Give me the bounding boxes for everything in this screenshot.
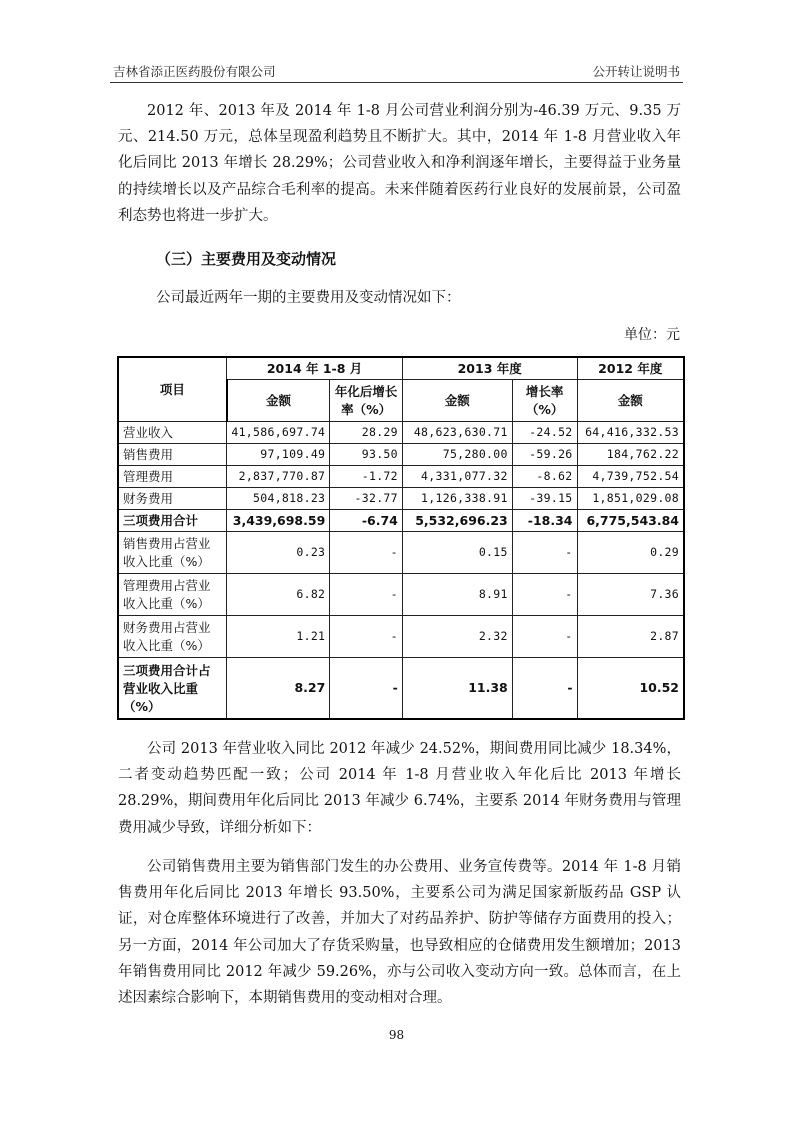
header-amount-2014: 金额 (227, 379, 330, 421)
table-cell: - (330, 531, 403, 573)
header-amount-2012: 金额 (577, 379, 684, 421)
row-label: 三项费用合计占营业收入比重（%） (118, 657, 227, 719)
row-label: 管理费用 (118, 465, 227, 487)
paragraph-expense-summary: 公司 2013 年营业收入同比 2012 年减少 24.52%，期间费用同比减少 18.34%，二者变动趋势匹配一致；公司 2014 年 1-8 月营业收入年化后比 2013 年增长 28.29%，期间费用年化后同比 2013 年减少 6.74%，主要系 2014 年财务费用与管理费用减少导致，详细分析如下： (118, 741, 681, 836)
table-cell: 2.87 (577, 615, 684, 657)
table-cell: 7.36 (577, 573, 684, 615)
table-row (118, 531, 684, 573)
row-label: 营业收入 (118, 421, 227, 443)
table-cell: 41,586,697.74 (227, 421, 330, 443)
table-cell: 0.29 (577, 531, 684, 573)
table-row (118, 443, 684, 465)
table-cell: 1,851,029.08 (577, 487, 684, 509)
table-cell: 8.27 (227, 657, 330, 719)
section-title: （三）主要费用及变动情况 (156, 250, 337, 268)
table-cell: 4,331,077.32 (402, 465, 512, 487)
table-cell: 6,775,543.84 (577, 509, 684, 531)
table-cell: 0.15 (402, 531, 512, 573)
table-cell: 64,416,332.53 (577, 421, 684, 443)
table-cell: 504,818.23 (227, 487, 330, 509)
header-divider (110, 82, 683, 83)
table-cell: 6.82 (227, 573, 330, 615)
header-period-2013: 2013 年度 (402, 357, 577, 379)
table-cell: - (512, 615, 577, 657)
paragraph-operating-profit: 2012 年、2013 年及 2014 年 1-8 月公司营业利润分别为-46.39 万元、9.35 万元、214.50 万元，总体呈现盈利趋势且不断扩大。其中，2014 年 1-8 月营业收入年化后同比 2013 年增长 28.29%；公司营业收入和净利润逐年增长，主要得益于业务量的持续增长以及产品综合毛利率的提高。未来伴随着医药行业良好的发展前景，公司盈利态势也将进一步扩大。 (118, 103, 681, 224)
row-label: 财务费用 (118, 487, 227, 509)
table-row (118, 615, 684, 657)
table-cell: -1.72 (330, 465, 403, 487)
unit-label: 单位：元 (624, 327, 680, 343)
table-cell: -24.52 (512, 421, 577, 443)
table-cell: 4,739,752.54 (577, 465, 684, 487)
table-row (118, 421, 684, 443)
table-intro: 公司最近两年一期的主要费用及变动情况如下： (156, 290, 461, 306)
table-cell: -59.26 (512, 443, 577, 465)
row-label: 销售费用占营业收入比重（%） (118, 531, 227, 573)
table-cell: 75,280.00 (402, 443, 512, 465)
table-row (118, 657, 684, 719)
table-cell: 97,109.49 (227, 443, 330, 465)
header-growth: 增长率（%） (512, 379, 577, 421)
table-cell: 2.32 (402, 615, 512, 657)
table-cell: -8.62 (512, 465, 577, 487)
table-cell: 3,439,698.59 (227, 509, 330, 531)
header-period-2012: 2012 年度 (577, 357, 684, 379)
table-cell: - (330, 657, 403, 719)
row-label: 三项费用合计 (118, 509, 227, 531)
table-cell: 1.21 (227, 615, 330, 657)
table-cell: - (330, 573, 403, 615)
header-company: 吉林省添正医药股份有限公司 (113, 64, 276, 79)
header-doc-type: 公开转让说明书 (592, 64, 680, 79)
table-cell: 10.52 (577, 657, 684, 719)
table-cell: - (512, 573, 577, 615)
table-cell: 11.38 (402, 657, 512, 719)
table-cell: 184,762.22 (577, 443, 684, 465)
table-cell: -18.34 (512, 509, 577, 531)
table-cell: 1,126,338.91 (402, 487, 512, 509)
table-row (118, 487, 684, 509)
row-label: 销售费用 (118, 443, 227, 465)
header-amount-2013: 金额 (402, 379, 512, 421)
table-row (118, 465, 684, 487)
paragraph-sales-expense: 公司销售费用主要为销售部门发生的办公费用、业务宣传费等。2014 年 1-8 月销售费用年化后同比 2013 年增长 93.50%，主要系公司为满足国家新版药品 GSP 认证，对仓库整体环境进行了改善，并加大了对药品养护、防护等储存方面费用的投入；另一方面，2014 年公司加大了存货采购量，也导致相应的仓储费用发生额增加；2013 年销售费用同比 2012 年减少 59.26%，亦与公司收入变动方向一致。总体而言，在上述因素综合影响下，本期销售费用的变动相对合理。 (118, 859, 681, 1007)
header-item: 项目 (118, 357, 227, 421)
table-cell: - (512, 657, 577, 719)
table-cell: 5,532,696.23 (402, 509, 512, 531)
table-cell: - (330, 615, 403, 657)
page-number: 98 (388, 1028, 405, 1042)
table-cell: 8.91 (402, 573, 512, 615)
header-annualized-growth: 年化后增长率（%） (330, 379, 403, 421)
expense-table (117, 356, 685, 720)
row-label: 财务费用占营业收入比重（%） (118, 615, 227, 657)
table-cell: 28.29 (330, 421, 403, 443)
table-cell: -39.15 (512, 487, 577, 509)
table-cell: - (512, 531, 577, 573)
table-cell: -32.77 (330, 487, 403, 509)
table-cell: 48,623,630.71 (402, 421, 512, 443)
table-cell: 2,837,770.87 (227, 465, 330, 487)
row-label: 管理费用占营业收入比重（%） (118, 573, 227, 615)
table-cell: 0.23 (227, 531, 330, 573)
table-row (118, 509, 684, 531)
table-cell: -6.74 (330, 509, 403, 531)
table-cell: 93.50 (330, 443, 403, 465)
header-period-2014: 2014 年 1-8 月 (227, 357, 403, 379)
table-row (118, 573, 684, 615)
